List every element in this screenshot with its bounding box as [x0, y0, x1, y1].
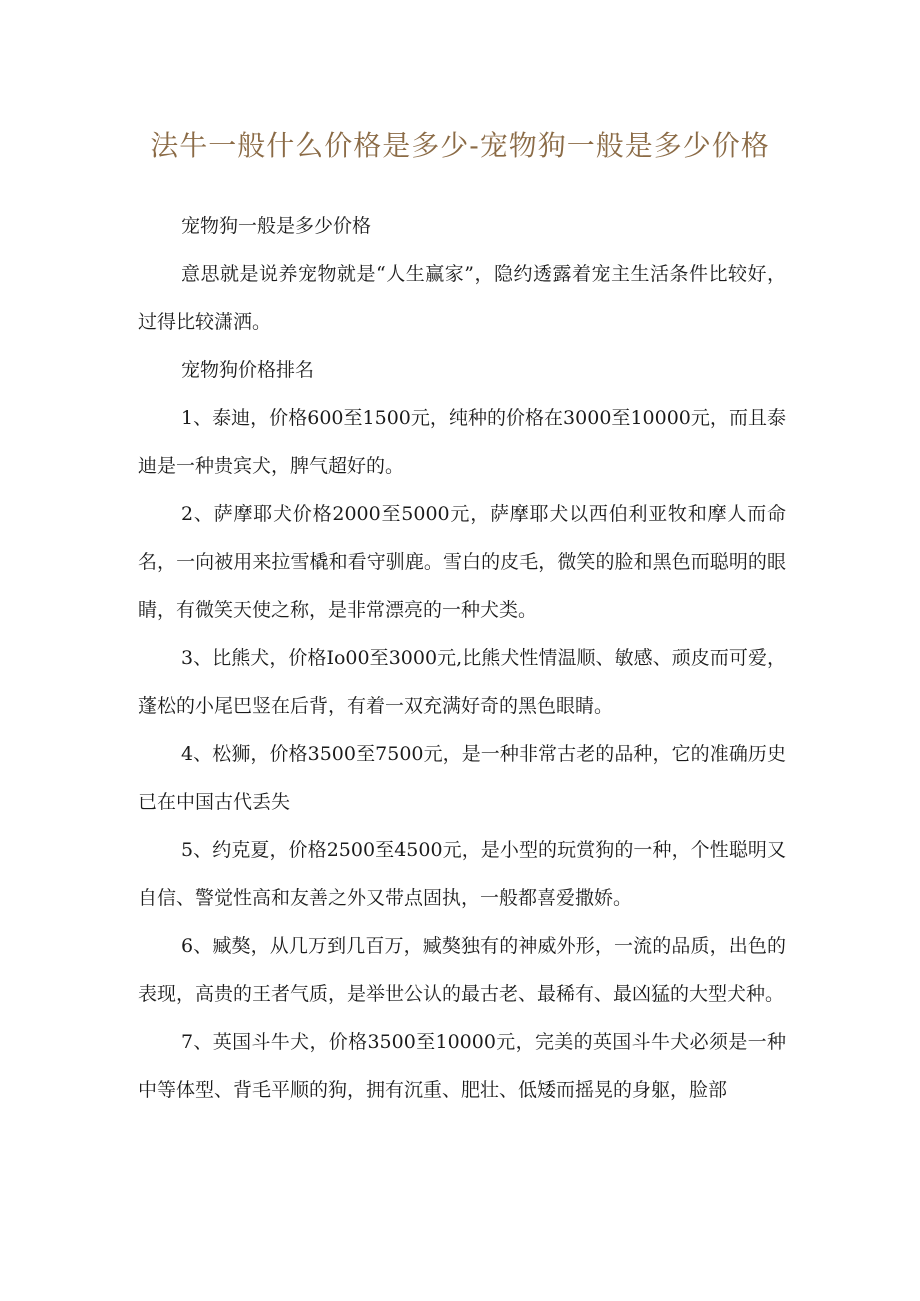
paragraph-subtitle: 宠物狗一般是多少价格: [181, 215, 372, 237]
paragraph-item-7: 7、英国斗牛犬，价格3500至10000元，完美的英国斗牛犬必须是一种中等体型、背毛平顺的狗，拥有沉重、肥壮、低矮而摇晃的身躯，脸部: [138, 1031, 786, 1101]
paragraph-item-3: 3、比熊犬，价格Io00至3000元,比熊犬性情温顺、敏感、顽皮而可爱，蓬松的小尾巴竖在后背，有着一双充满好奇的黑色眼睛。: [138, 647, 786, 717]
paragraph-item-2: 2、萨摩耶犬价格2000至5000元，萨摩耶犬以西伯利亚牧和摩人而命名，一向被用来拉雪橇和看守驯鹿。雪白的皮毛，微笑的脸和黑色而聪明的眼睛，有微笑天使之称，是非常漂亮的一种犬类。: [138, 503, 786, 621]
document-title: 法牛一般什么价格是多少-宠物狗一般是多少价格: [150, 129, 770, 162]
paragraph-item-5: 5、约克夏，价格2500至4500元，是小型的玩赏狗的一种，个性聪明又自信、警觉性高和友善之外又带点固执，一般都喜爱撒娇。: [138, 839, 786, 909]
paragraph-item-6: 6、臧獒，从几万到几百万，臧獒独有的神威外形，一流的品质，出色的表现，高贵的王者气质，是举世公认的最古老、最稀有、最凶猛的大型犬种。: [138, 935, 786, 1005]
paragraph-intro: 意思就是说养宠物就是“人生赢家”，隐约透露着宠主生活条件比较好，过得比较潇洒。: [138, 263, 786, 333]
paragraph-item-1: 1、泰迪，价格600至1500元，纯种的价格在3000至10000元，而且泰迪是一种贵宾犬，脾气超好的。: [138, 407, 786, 477]
document-body: [138, 202, 786, 1114]
paragraph-ranking-heading: 宠物狗价格排名: [181, 359, 315, 381]
paragraph-item-4: 4、松狮，价格3500至7500元，是一种非常古老的品种，它的准确历史已在中国古代丢失: [138, 743, 786, 813]
